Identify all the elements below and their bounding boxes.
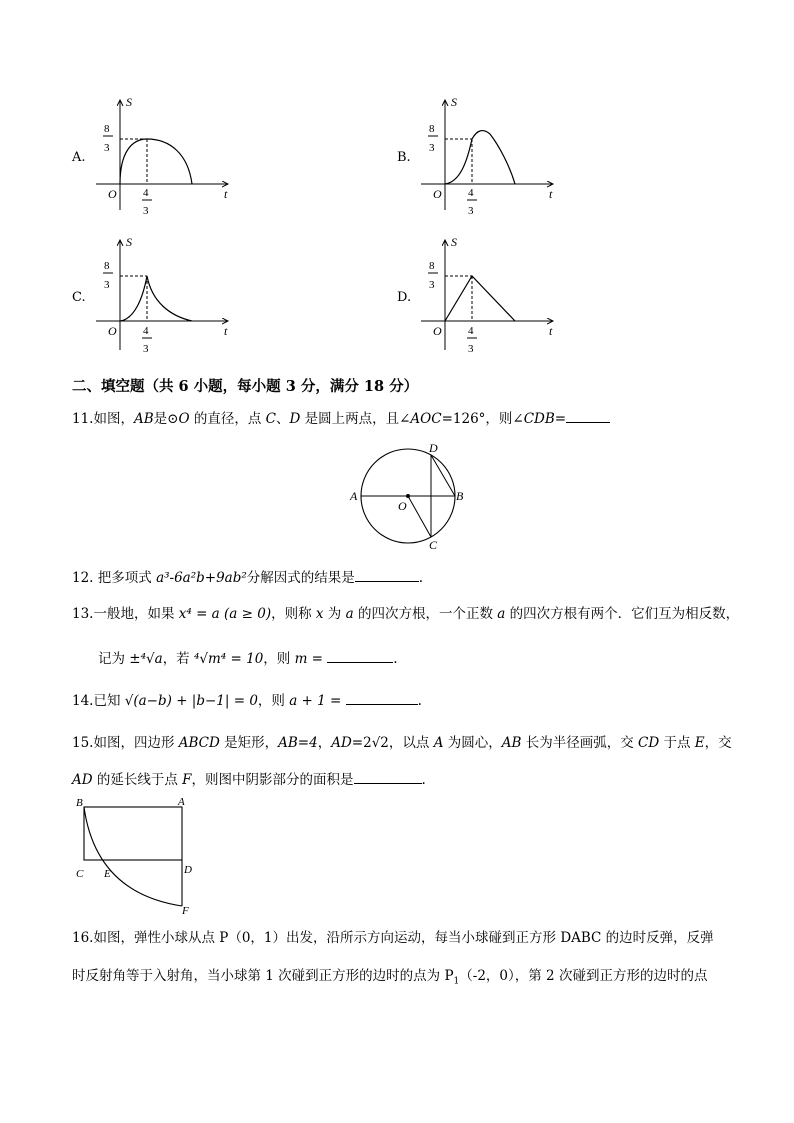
option-d-x-num: 4 xyxy=(468,325,474,337)
question-15-line-2: AD 的延长线于点 F，则图中阴影部分的面积是 . xyxy=(72,769,426,790)
question-11: 11.如图，AB是⊙O 的直径，点 C、D 是圆上两点，且∠AOC=126°，则∠CDB= xyxy=(72,408,610,429)
option-b-y-num: 8 xyxy=(429,123,435,135)
option-b-y-den: 3 xyxy=(429,142,435,154)
question-16-line-2: 时反射角等于入射角，当小球第 1 次碰到正方形的边时的点为 $P_1(-2$，0），第 2 次碰到正方形的边时的点 xyxy=(72,968,708,987)
q14-answer-blank[interactable] xyxy=(346,690,418,705)
option-c-x-den: 3 xyxy=(143,343,149,355)
option-c-x-num: 4 xyxy=(143,325,149,337)
option-d-y-num: 8 xyxy=(429,260,435,272)
option-c-curve xyxy=(120,276,192,321)
q15-label-f: F xyxy=(182,905,189,915)
option-d-graph xyxy=(415,232,565,362)
q11-circle-figure xyxy=(346,438,470,556)
option-b-graph xyxy=(415,92,565,222)
option-a-label: A. xyxy=(72,150,86,165)
q11-label-a: A xyxy=(350,489,358,503)
option-d-y-den: 3 xyxy=(429,279,435,291)
q11-label-o: O xyxy=(398,499,407,513)
q12-answer-blank[interactable] xyxy=(355,567,419,582)
question-15-line-1: 15.如图，四边形 ABCD 是矩形，AB=4，AD=2√2，以点 A 为圆心，AB 长为半径画弧，交 CD 于点 E，交 xyxy=(72,735,732,751)
q15-arc xyxy=(84,807,182,906)
option-a-x-num: 4 xyxy=(143,187,149,199)
option-a-graph xyxy=(90,92,240,222)
option-c-graph xyxy=(90,232,240,362)
q15-label-a: A xyxy=(178,796,185,808)
option-b-origin: O xyxy=(433,187,442,201)
option-d-t-axis: t xyxy=(549,324,553,338)
question-13-line-1: 13.一般地，如果 x⁴ = a (a ≥ 0)，则称 x 为 a 的四次方根，一个正数 a 的四次方根有两个．它们互为相反数， xyxy=(72,606,740,622)
q11-answer-blank[interactable] xyxy=(566,408,610,423)
option-d-label: D. xyxy=(397,290,412,305)
option-c-y-den: 3 xyxy=(104,279,110,291)
q13-answer-blank[interactable] xyxy=(327,648,393,663)
option-c-origin: O xyxy=(108,324,117,338)
q15-label-e: E xyxy=(104,868,111,880)
option-d-s-axis: S xyxy=(451,235,457,249)
question-13-line-2: 记为 ±⁴√a，若 ⁴√m⁴ = 10，则 m = . xyxy=(98,648,398,669)
option-d-curve xyxy=(445,276,515,321)
q15-answer-blank[interactable] xyxy=(354,769,422,784)
q11-label-d: D xyxy=(429,441,438,455)
question-12: 12. 把多项式 a³-6a²b+9ab²分解因式的结果是 . xyxy=(72,567,423,588)
section-heading: 二、填空题（共 6 小题，每小题 3 分，满分 18 分） xyxy=(72,378,419,395)
option-b-label: B. xyxy=(397,150,411,165)
option-b-x-num: 4 xyxy=(468,187,474,199)
option-a-curve xyxy=(120,139,192,184)
option-b-s-axis: S xyxy=(451,95,457,109)
q15-label-c: C xyxy=(76,868,84,880)
option-b-x-den: 3 xyxy=(468,205,474,217)
option-a-y-den: 3 xyxy=(104,142,110,154)
question-16-line-1: 16.如图，弹性小球从点 P（0，1）出发，沿所示方向运动，每当小球碰到正方形 DABC 的边时反弹，反弹 xyxy=(72,930,714,946)
option-c-s-axis: S xyxy=(126,235,132,249)
option-a-x-den: 3 xyxy=(143,205,149,217)
option-c-y-num: 8 xyxy=(104,260,110,272)
question-14: 14.已知 √(a−b) + |b−1| = 0，则 a + 1 = . xyxy=(72,690,422,711)
option-a-s-axis: S xyxy=(126,95,132,109)
q11-label-c: C xyxy=(429,538,438,552)
option-c-label: C. xyxy=(72,290,86,305)
option-d-x-den: 3 xyxy=(468,343,474,355)
option-b-t-axis: t xyxy=(549,187,553,201)
option-a-t-axis: t xyxy=(224,187,228,201)
q15-label-d: D xyxy=(184,864,192,876)
q15-label-b: B xyxy=(76,797,83,809)
option-a-origin: O xyxy=(108,187,117,201)
q11-label-b: B xyxy=(456,489,464,503)
option-d-origin: O xyxy=(433,324,442,338)
option-c-t-axis: t xyxy=(224,324,228,338)
option-a-y-num: 8 xyxy=(104,123,110,135)
q15-rectangle-figure xyxy=(70,793,200,915)
